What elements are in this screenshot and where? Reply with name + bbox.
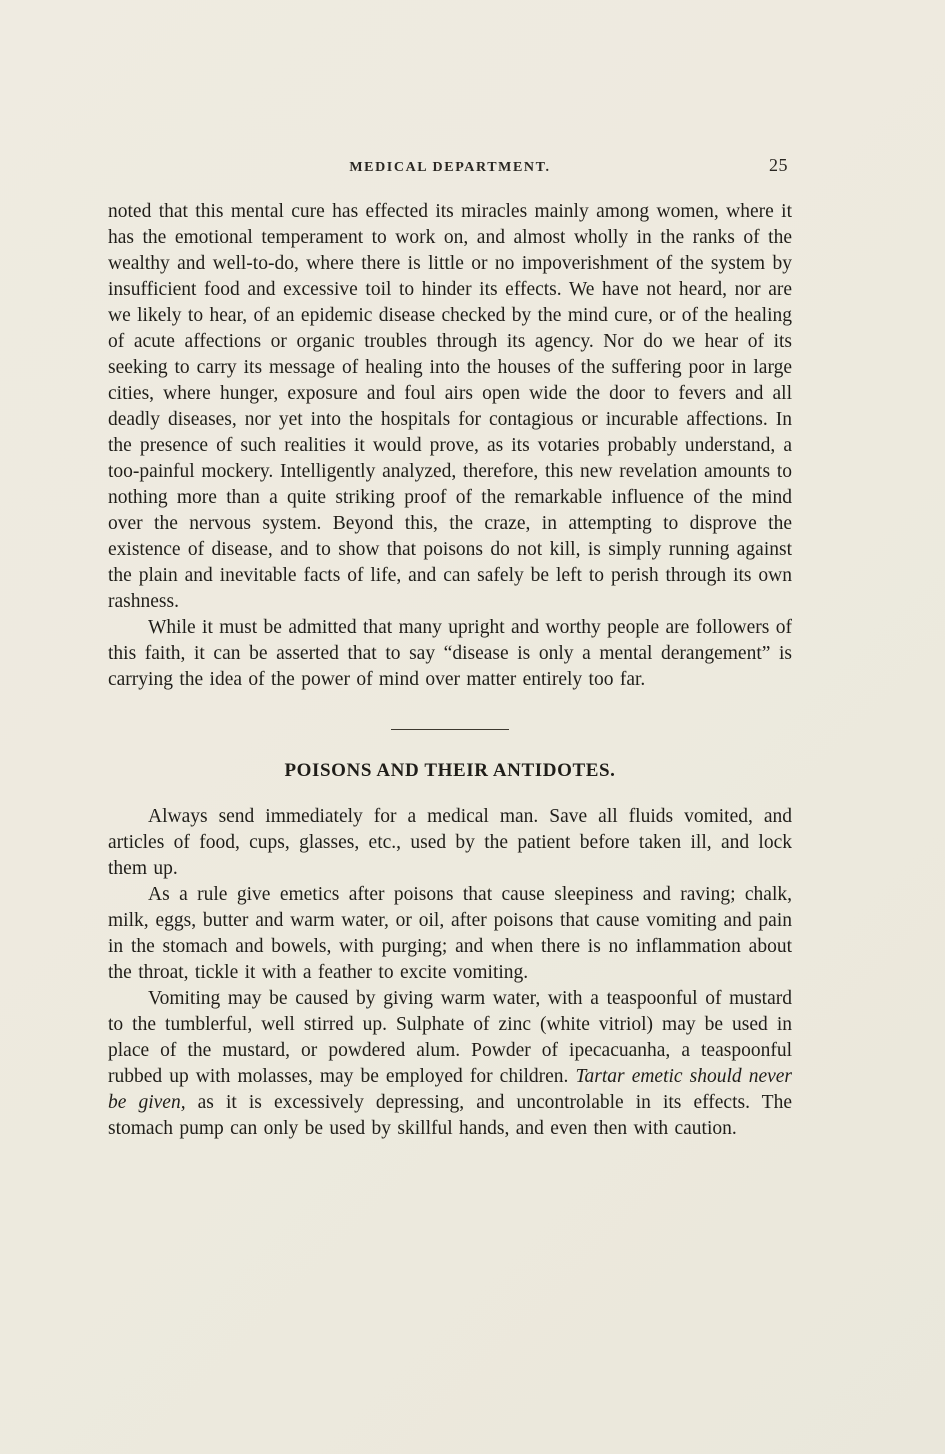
page-number: 25 [769,155,788,175]
page-header [108,155,792,176]
section-heading-poisons: POISONS AND THEIR ANTIDOTES. [284,760,616,781]
paragraph-vomiting [108,986,792,1142]
paragraph-mental-cure: noted that this mental cure has effected its miracles mainly among women, where it has the emotional temperament to work on, and almost wholly in the ranks of the wealthy and well-to-do, where there is little or no impoverishment of the system by insufficient food and excessive toil to hinder its effects. We have not heard, nor are we likely to hear, of an epidemic disease checked by the mind cure, or of the healing of acute affections or organic troubles through its agency. Nor do we hear of its seeking to carry its message of healing into the houses of the suffering poor in large cities, where hunger, exposure and foul airs open wide the door to fevers and all deadly diseases, nor yet into the hospitals for contagious or incurable affections. In the presence of such realities it would prove, as its votaries probably understand, a too-painful mockery. Intelligently analyzed, therefore, this new revelation amounts to nothing more than a quite striking proof of the remarkable influence of the mind over the nervous system. Beyond this, the craze, in attempting to disprove the existence of disease, and to show that poisons do not kill, is simply running against the plain and inevitable facts of life, and can safely be left to perish through its own rashness. [108,201,792,612]
paragraph-text-pre: Vomiting may be caused by giving warm water, with a teaspoonful of mustard to the tumblerful, well stirred up. Sulphate of zinc (white vitriol) may be used in place of the mustard, or powdered alum. Powder of ipecacuanha, a teaspoonful rubbed up with molasses, may be employed for children. [108,988,792,1087]
italic-phrase-tartar-emetic: Tartar emetic should never be given, [108,1066,792,1113]
running-title: MEDICAL DEPARTMENT. [349,160,551,175]
paragraph-while-admitted: While it must be admitted that many upright and worthy people are followers of this faith, it can be asserted that to say “disease is only a mental derangement” is carrying the idea of the power of mind over matter entirely too far. [108,617,792,690]
paragraph-as-a-rule: As a rule give emetics after poisons that cause sleepiness and raving; chalk, milk, eggs, butter and warm water, or oil, after poisons that cause vomiting and pain in the stomach and bowels, with purging; and when there is no inflammation about the throat, tickle it with a feather to excite vomiting. [108,884,792,983]
paragraph-always-send: Always send immediately for a medical man. Save all fluids vomited, and articles of food, cups, glasses, etc., used by the patient before taken ill, and lock them up. [108,806,792,879]
paragraph-text-post: as it is excessively depressing, and uncontrolable in its effects. The stomach pump can only be used by skillful hands, and even then with caution. [108,1092,792,1139]
text-block [108,199,792,1142]
section-divider [391,729,509,730]
